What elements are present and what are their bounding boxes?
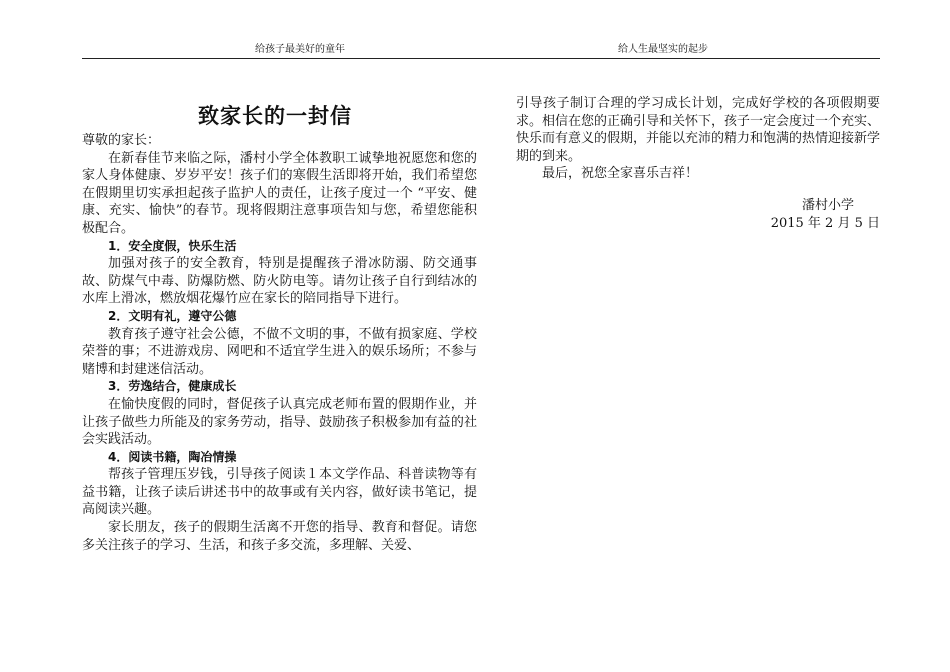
header-right-slogan: 给人生最坚实的起步 bbox=[618, 44, 708, 55]
letter-title: 致家长的一封信 bbox=[198, 103, 352, 128]
closing-wish: 最后，祝您全家喜乐吉祥！ bbox=[542, 166, 699, 182]
section-1-body: 加强对孩子的安全教育，特别是提醒孩子滑冰防溺、防交通事故、防煤气中毒、防爆防燃、防火防电等。请勿让孩子自行到结冰的水库上滑冰，燃放烟花爆竹应在家长的陪同指导下进行。 bbox=[82, 256, 477, 307]
closing-paragraph-end: 引导孩子制订合理的学习成长计划，完成好学校的各项假期要求。相信在您的正确引导和关怀下，孩子一定会度过一个充实、快乐而有意义的假期，并能以充沛的精力和饱满的热情迎接新学期的到来。 bbox=[516, 96, 881, 164]
section-2-body: 教育孩子遵守社会公德，不做不文明的事，不做有损家庭、学校荣誉的事；不进游戏房、网吧和不适宜学生进入的娱乐场所；不参与赌博和封建迷信活动。 bbox=[82, 326, 477, 377]
greeting: 尊敬的家长： bbox=[82, 133, 161, 148]
right-column bbox=[516, 95, 880, 232]
section-4-body: 帮孩子管理压岁钱，引导孩子阅读１本文学作品、科普读物等有益书籍，让孩子读后讲述书中的故事或有关内容，做好读书笔记，提高阅读兴趣。 bbox=[82, 467, 477, 518]
closing-paragraph-start: 家长朋友，孩子的假期生活离不开您的指导、教育和督促。请您多关注孩子的学习、生活，和孩子多交流，多理解、关爱、 bbox=[82, 520, 477, 553]
section-4-heading: 4．阅读书籍，陶冶情操 bbox=[108, 449, 237, 464]
header-left-slogan: 给孩子最美好的童年 bbox=[255, 44, 345, 55]
signature-date: 2015 年 2 月 5 日 bbox=[770, 215, 880, 231]
header-divider bbox=[82, 58, 880, 59]
section-3-body: 在愉快度假的同时，督促孩子认真完成老师布置的假期作业，并让孩子做些力所能及的家务劳动，指导、鼓励孩子积极参加有益的社会实践活动。 bbox=[82, 396, 477, 448]
intro-paragraph: 在新春佳节来临之际，潘村小学全体教职工诚挚地祝愿您和您的家人身体健康、岁岁平安！孩子们的寒假生活即将开始，我们希望您在假期里切实承担起孩子监护人的责任，让孩子度过一个 “平安、健康、充实、愉快”的春节。现将假期注意事项告知与您，希望您能积极配合。 bbox=[82, 150, 477, 236]
section-1-heading: 1．安全度假，快乐生活 bbox=[108, 238, 237, 253]
signature-school: 潘村小学 bbox=[801, 197, 854, 213]
section-3-heading: 3．劳逸结合，健康成长 bbox=[108, 379, 237, 394]
section-2-heading: 2．文明有礼，遵守公德 bbox=[108, 308, 237, 323]
left-column bbox=[82, 132, 477, 554]
